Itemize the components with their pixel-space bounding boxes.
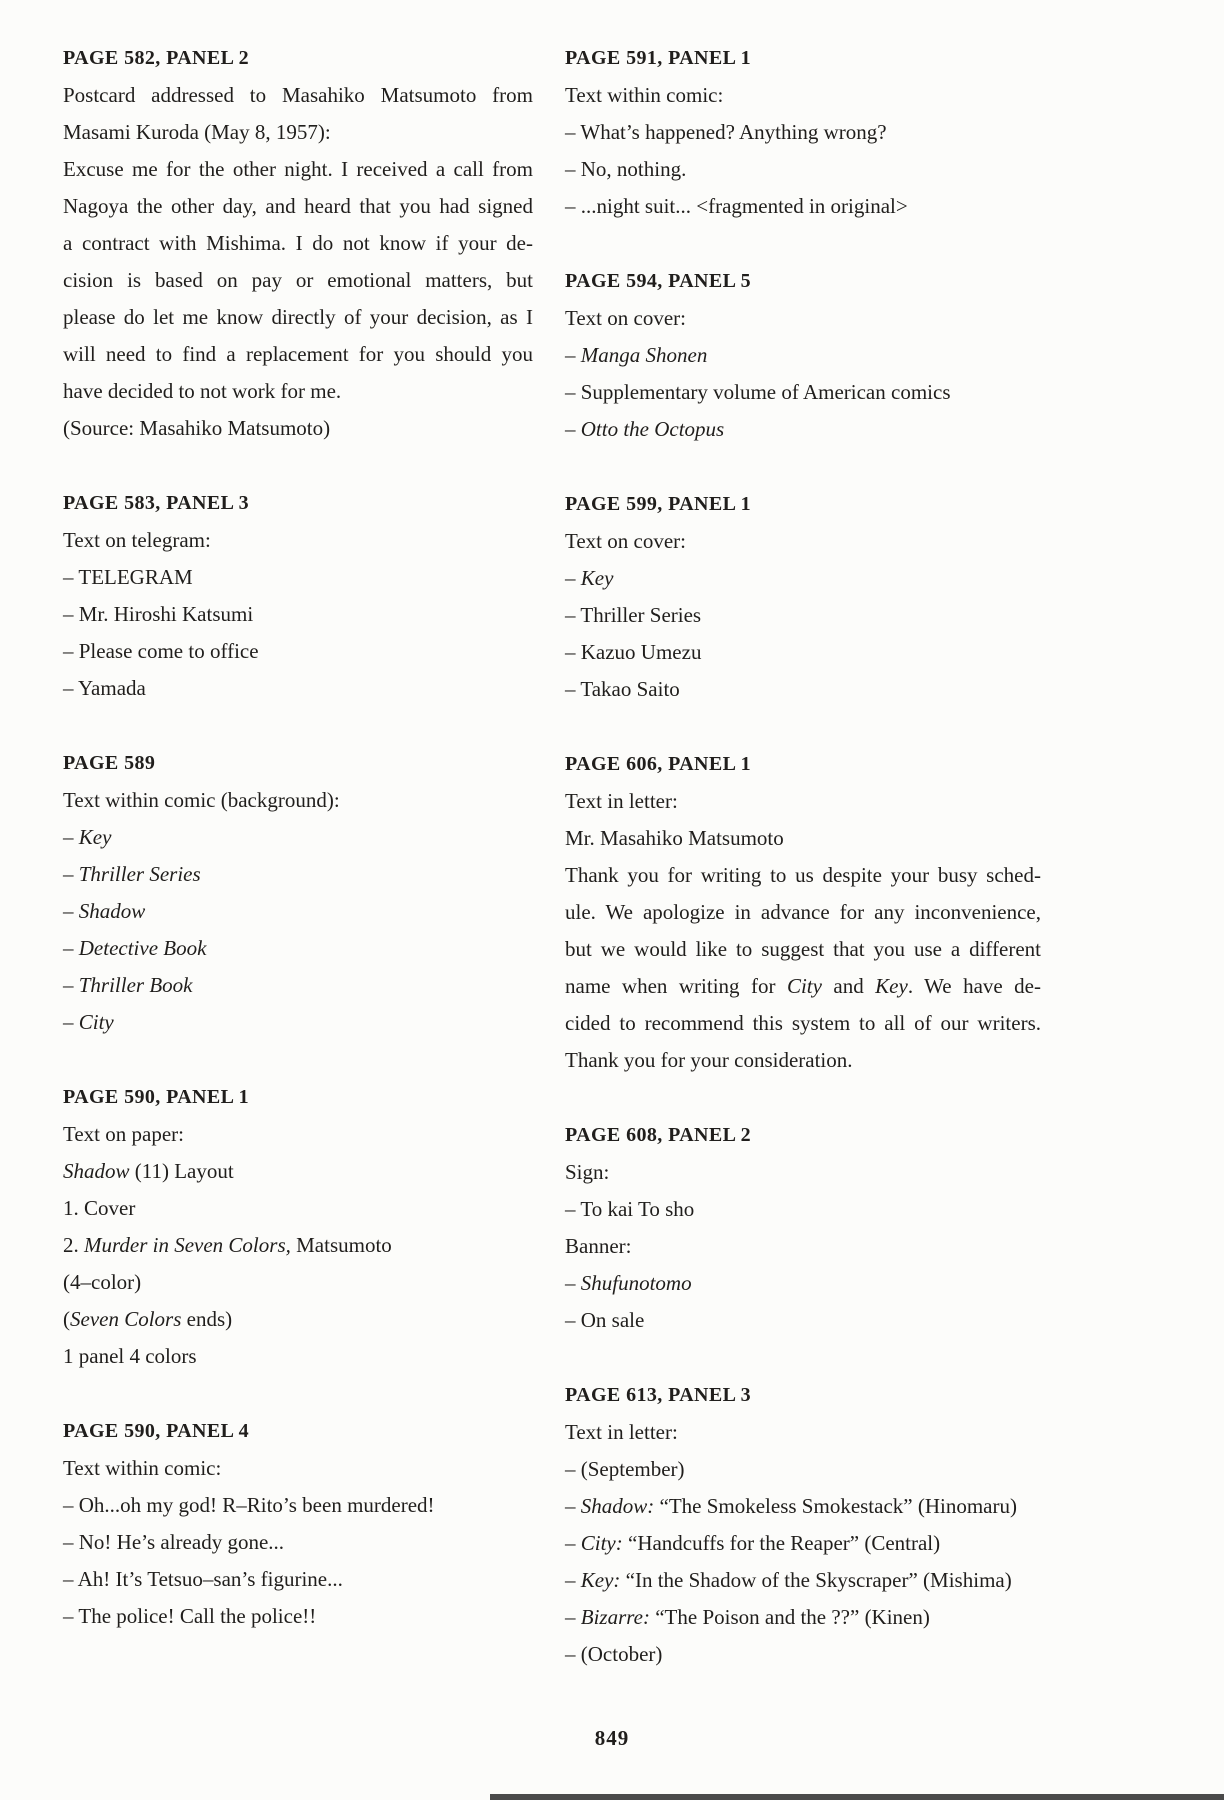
text-segment: – — [63, 936, 79, 960]
text-line — [63, 782, 533, 819]
section-heading: PAGE 608, PANEL 2 — [565, 1124, 752, 1146]
text-line — [63, 1004, 533, 1041]
text-line — [565, 1154, 1041, 1191]
text-segment: (11) Layout — [129, 1159, 234, 1183]
section-heading: PAGE 613, PANEL 3 — [565, 1384, 752, 1406]
text-line — [565, 1265, 1041, 1302]
text-segment: Text on cover: — [565, 529, 686, 553]
text-segment: – Kazuo Umezu — [565, 640, 702, 664]
text-line — [63, 819, 533, 856]
text-segment: – — [565, 1531, 581, 1555]
section — [565, 746, 1041, 1079]
text-segment: Text within comic: — [63, 1456, 222, 1480]
section — [565, 40, 1041, 225]
text-segment: – — [63, 973, 79, 997]
text-segment: Postcard addressed to Masahiko Matsumoto from — [63, 83, 533, 107]
text-segment: – — [565, 1605, 581, 1629]
text-line — [565, 1562, 1041, 1599]
italic-text: Shadow — [63, 1159, 130, 1183]
text-line — [565, 560, 1041, 597]
text-line — [63, 373, 533, 410]
page-number: 849 — [594, 1726, 630, 1750]
text-line — [565, 857, 1041, 894]
text-segment: cided to recommend this system to all of our writers. — [565, 1011, 1041, 1035]
italic-text: Key — [78, 825, 112, 849]
text-line — [565, 1228, 1041, 1265]
section — [63, 1413, 533, 1635]
text-segment: – TELEGRAM — [63, 565, 193, 589]
text-segment: – Please come to office — [63, 639, 259, 663]
text-segment: Text in letter: — [565, 1420, 678, 1444]
text-segment: – To kai To sho — [565, 1197, 695, 1221]
text-line — [63, 596, 533, 633]
text-line — [63, 1264, 533, 1301]
italic-text: Manga Shonen — [580, 343, 708, 367]
text-line — [565, 671, 1041, 708]
text-line — [63, 559, 533, 596]
section — [63, 40, 533, 447]
column-right — [565, 40, 1041, 1711]
text-segment: ends) — [181, 1307, 233, 1331]
text-segment: Text within comic (background): — [63, 788, 340, 812]
text-segment: – — [63, 862, 79, 886]
section — [565, 486, 1041, 708]
text-line — [63, 151, 533, 188]
text-line — [63, 1524, 533, 1561]
text-segment: ule. We apologize in advance for any inconvenience, — [565, 900, 1041, 924]
text-line — [63, 893, 533, 930]
text-segment: Masami Kuroda (May 8, 1957): — [63, 120, 331, 144]
text-line — [565, 1636, 1041, 1673]
text-line — [63, 1487, 533, 1524]
text-line — [63, 410, 533, 447]
section-heading: PAGE 599, PANEL 1 — [565, 493, 752, 515]
text-segment: Thank you for writing to us despite your busy sched- — [565, 863, 1041, 887]
text-line — [565, 783, 1041, 820]
italic-text: City: — [580, 1531, 623, 1555]
section-heading: PAGE 589 — [63, 752, 156, 774]
text-line — [565, 1525, 1041, 1562]
text-line — [565, 820, 1041, 857]
text-line — [63, 967, 533, 1004]
text-segment: Thank you for your consideration. — [565, 1048, 853, 1072]
text-segment: Matsumoto — [290, 1233, 392, 1257]
text-line — [63, 1153, 533, 1190]
text-segment: – Ah! It’s Tetsuo–san’s figurine... — [63, 1567, 343, 1591]
text-segment: – Thriller Series — [565, 603, 702, 627]
text-line — [565, 1042, 1041, 1079]
text-segment: ( — [63, 1307, 70, 1331]
text-line — [565, 1451, 1041, 1488]
text-segment: – Oh...oh my god! R–Rito’s been murdered! — [63, 1493, 435, 1517]
text-segment: Sign: — [565, 1160, 610, 1184]
text-segment: – — [565, 343, 581, 367]
text-line — [565, 77, 1041, 114]
text-line — [63, 1561, 533, 1598]
text-line — [565, 1599, 1041, 1636]
text-line — [565, 1302, 1041, 1339]
text-line — [63, 856, 533, 893]
text-segment: “The Smokeless Smokestack” (Hinomaru) — [654, 1494, 1017, 1518]
text-segment: – — [63, 899, 79, 923]
text-line — [565, 597, 1041, 634]
text-segment: – (September) — [565, 1457, 685, 1481]
text-line — [565, 523, 1041, 560]
text-segment: please do let me know directly of your decision, as I — [63, 305, 533, 329]
text-segment: – ...night suit... <fragmented in original> — [565, 194, 908, 218]
text-segment: 1. Cover — [63, 1196, 136, 1220]
text-segment: Excuse me for the other night. I received a call from — [63, 157, 533, 181]
text-segment: – — [565, 566, 581, 590]
text-line — [63, 1450, 533, 1487]
text-segment: – The police! Call the police!! — [63, 1604, 317, 1628]
italic-text: Shufunotomo — [580, 1271, 692, 1295]
text-segment: – On sale — [565, 1308, 645, 1332]
text-segment: Nagoya the other day, and heard that you had signed — [63, 194, 533, 218]
section-heading: PAGE 582, PANEL 2 — [63, 47, 250, 69]
text-line — [565, 894, 1041, 931]
text-segment: 1 panel 4 colors — [63, 1344, 197, 1368]
italic-text: Thriller Book — [78, 973, 193, 997]
text-segment: Banner: — [565, 1234, 632, 1258]
text-line — [565, 151, 1041, 188]
italic-text: Thriller Series — [78, 862, 201, 886]
text-line — [63, 1338, 533, 1375]
text-line — [63, 1116, 533, 1153]
text-line — [63, 336, 533, 373]
text-segment: – — [63, 825, 79, 849]
text-segment: – No, nothing. — [565, 157, 687, 181]
text-line — [63, 225, 533, 262]
text-line — [63, 1301, 533, 1338]
text-line — [63, 1190, 533, 1227]
section — [565, 1377, 1041, 1673]
text-segment: – — [63, 1010, 79, 1034]
text-line — [63, 930, 533, 967]
italic-text: Seven Colors — [70, 1307, 182, 1331]
text-segment: . We have de- — [907, 974, 1041, 998]
text-segment: – — [565, 1568, 581, 1592]
text-segment: – — [565, 1271, 581, 1295]
text-line — [63, 262, 533, 299]
text-segment: Text on telegram: — [63, 528, 211, 552]
scan-edge-bar — [490, 1794, 1224, 1800]
section-heading: PAGE 606, PANEL 1 — [565, 753, 752, 775]
text-line — [63, 114, 533, 151]
text-segment: will need to find a replacement for you should you — [63, 342, 533, 366]
text-line — [63, 77, 533, 114]
text-segment: – (October) — [565, 1642, 663, 1666]
text-segment: – No! He’s already gone... — [63, 1530, 285, 1554]
text-segment: have decided to not work for me. — [63, 379, 342, 403]
text-segment: – Supplementary volume of American comics — [565, 380, 951, 404]
text-segment: name when writing for — [565, 974, 787, 998]
text-segment: cision is based on pay or emotional matters, but — [63, 268, 533, 292]
italic-text: City — [786, 974, 822, 998]
section — [63, 485, 533, 707]
section — [565, 1117, 1041, 1339]
text-segment: and — [821, 974, 876, 998]
section-heading: PAGE 590, PANEL 4 — [63, 1420, 250, 1442]
italic-text: Shadow: — [580, 1494, 655, 1518]
text-line — [63, 670, 533, 707]
text-segment: Text on paper: — [63, 1122, 184, 1146]
text-line — [63, 299, 533, 336]
section-heading: PAGE 594, PANEL 5 — [565, 270, 752, 292]
section-heading: PAGE 583, PANEL 3 — [63, 492, 250, 514]
italic-text: Otto the Octopus — [580, 417, 725, 441]
text-line — [565, 634, 1041, 671]
text-segment: Text within comic: — [565, 83, 724, 107]
text-line — [565, 300, 1041, 337]
text-line — [565, 337, 1041, 374]
section-heading: PAGE 590, PANEL 1 — [63, 1086, 250, 1108]
text-segment: a contract with Mishima. I do not know if your de- — [63, 231, 533, 255]
text-line — [565, 1414, 1041, 1451]
italic-text: City — [78, 1010, 114, 1034]
text-segment: – Takao Saito — [565, 677, 680, 701]
text-segment: “The Poison and the ??” (Kinen) — [649, 1605, 930, 1629]
italic-text: Key — [580, 566, 614, 590]
text-line — [63, 633, 533, 670]
section — [63, 1079, 533, 1375]
italic-text: Bizarre: — [580, 1605, 650, 1629]
text-line — [565, 1005, 1041, 1042]
italic-text: Key — [875, 974, 908, 998]
text-line — [565, 114, 1041, 151]
text-line — [63, 1227, 533, 1264]
text-segment: 2. — [63, 1233, 84, 1257]
text-segment: (Source: Masahiko Matsumoto) — [63, 416, 331, 440]
italic-text: Detective Book — [78, 936, 207, 960]
text-segment: (4–color) — [63, 1270, 142, 1294]
text-segment: – Mr. Hiroshi Katsumi — [63, 602, 254, 626]
text-line — [565, 1191, 1041, 1228]
italic-text: Shadow — [78, 899, 146, 923]
text-line — [565, 411, 1041, 448]
text-line — [565, 968, 1041, 1005]
text-segment: “In the Shadow of the Skyscraper” (Mishima) — [620, 1568, 1012, 1592]
text-segment: Mr. Masahiko Matsumoto — [565, 826, 784, 850]
text-segment: but we would like to suggest that you use a different — [565, 937, 1041, 961]
text-line — [565, 188, 1041, 225]
text-line — [565, 374, 1041, 411]
text-segment: Text in letter: — [565, 789, 678, 813]
column-left — [63, 40, 533, 1673]
text-line — [565, 1488, 1041, 1525]
text-line — [565, 931, 1041, 968]
text-line — [63, 1598, 533, 1635]
italic-text: Key: — [580, 1568, 621, 1592]
section-heading: PAGE 591, PANEL 1 — [565, 47, 752, 69]
text-segment: – Yamada — [63, 676, 146, 700]
text-segment: – What’s happened? Anything wrong? — [565, 120, 887, 144]
text-segment: Text on cover: — [565, 306, 686, 330]
text-segment: – — [565, 417, 581, 441]
italic-text: Murder in Seven Colors, — [84, 1233, 291, 1257]
text-segment: – — [565, 1494, 581, 1518]
section — [63, 745, 533, 1041]
section — [565, 263, 1041, 448]
text-line — [63, 188, 533, 225]
text-line — [63, 522, 533, 559]
text-segment: “Handcuffs for the Reaper” (Central) — [622, 1531, 941, 1555]
